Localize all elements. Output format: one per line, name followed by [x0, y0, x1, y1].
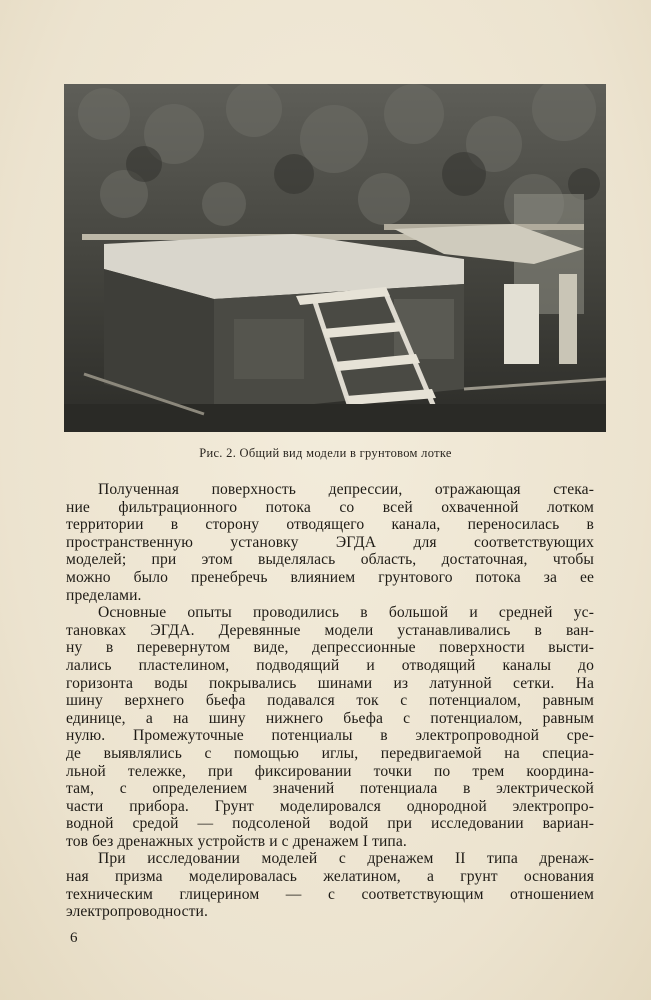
text-line: Полученная поверхность депрессии, отражающая стека- [98, 481, 594, 498]
text-line: тов без дренажных устройств и с дренажем I типа. [66, 832, 407, 850]
text-line: Основные опыты проводились в большой и средней ус- [98, 604, 594, 622]
text-line: шину верхнего бьефа подавался ток с потенциалом, равным [66, 692, 594, 710]
text-line: техническим глицерином — с соответствующим отношением [66, 885, 594, 903]
text-line: моделей; при этом выделялась область, достаточная, чтобы [66, 551, 594, 569]
text-line: лались пластелином, подводящий и отводящий каналы до [66, 656, 594, 674]
text-line: единице, а на шину нижнего бьефа с потенциалом, равным [66, 709, 594, 727]
figure-photo [64, 84, 606, 432]
text-line: там, с определением значений потенциала в электрической [66, 780, 594, 798]
text-line: водной средой — подсоленой водой при исследовании вариан- [66, 815, 594, 833]
text-line: электропроводности. [66, 903, 208, 921]
text-line: пределами. [66, 586, 142, 604]
text-line: ная призма моделировалась желатином, а грунт основания [66, 868, 594, 886]
body-text [66, 481, 594, 921]
text-line: пространственную установку ЭГДА для соответствующих [66, 533, 594, 551]
text-line: де выявлялись с помощью иглы, передвигаемой на специа- [66, 744, 594, 762]
text-line: можно было пренебречь влиянием грунтового потока за ее [66, 568, 594, 586]
text-line: части прибора. Грунт моделировался однородной электропро- [66, 797, 594, 815]
text-line: горизонта воды покрывались шинами из латунной сетки. На [66, 674, 594, 692]
page-number: 6 [70, 930, 78, 946]
text-line: ну в перевернутом виде, депрессионные поверхности высти- [66, 639, 594, 657]
text-line: При исследовании моделей с дренажем II типа дренаж- [98, 850, 594, 868]
text-line: льной тележке, при фиксировании точки по трем координа- [66, 762, 594, 780]
text-line: тановках ЭГДА. Деревянные модели устанавливались в ван- [66, 621, 594, 639]
text-line: территории в сторону отводящего канала, переносилась в [66, 516, 594, 534]
text-line: нулю. Промежуточные потенциалы в электропроводной сре- [66, 727, 594, 745]
text-line: ние фильтрационного потока со всей охваченной лотком [66, 498, 594, 516]
soil-tray-model-photo [64, 84, 606, 432]
figure-caption: Рис. 2. Общий вид модели в грунтовом лотке [199, 446, 452, 460]
